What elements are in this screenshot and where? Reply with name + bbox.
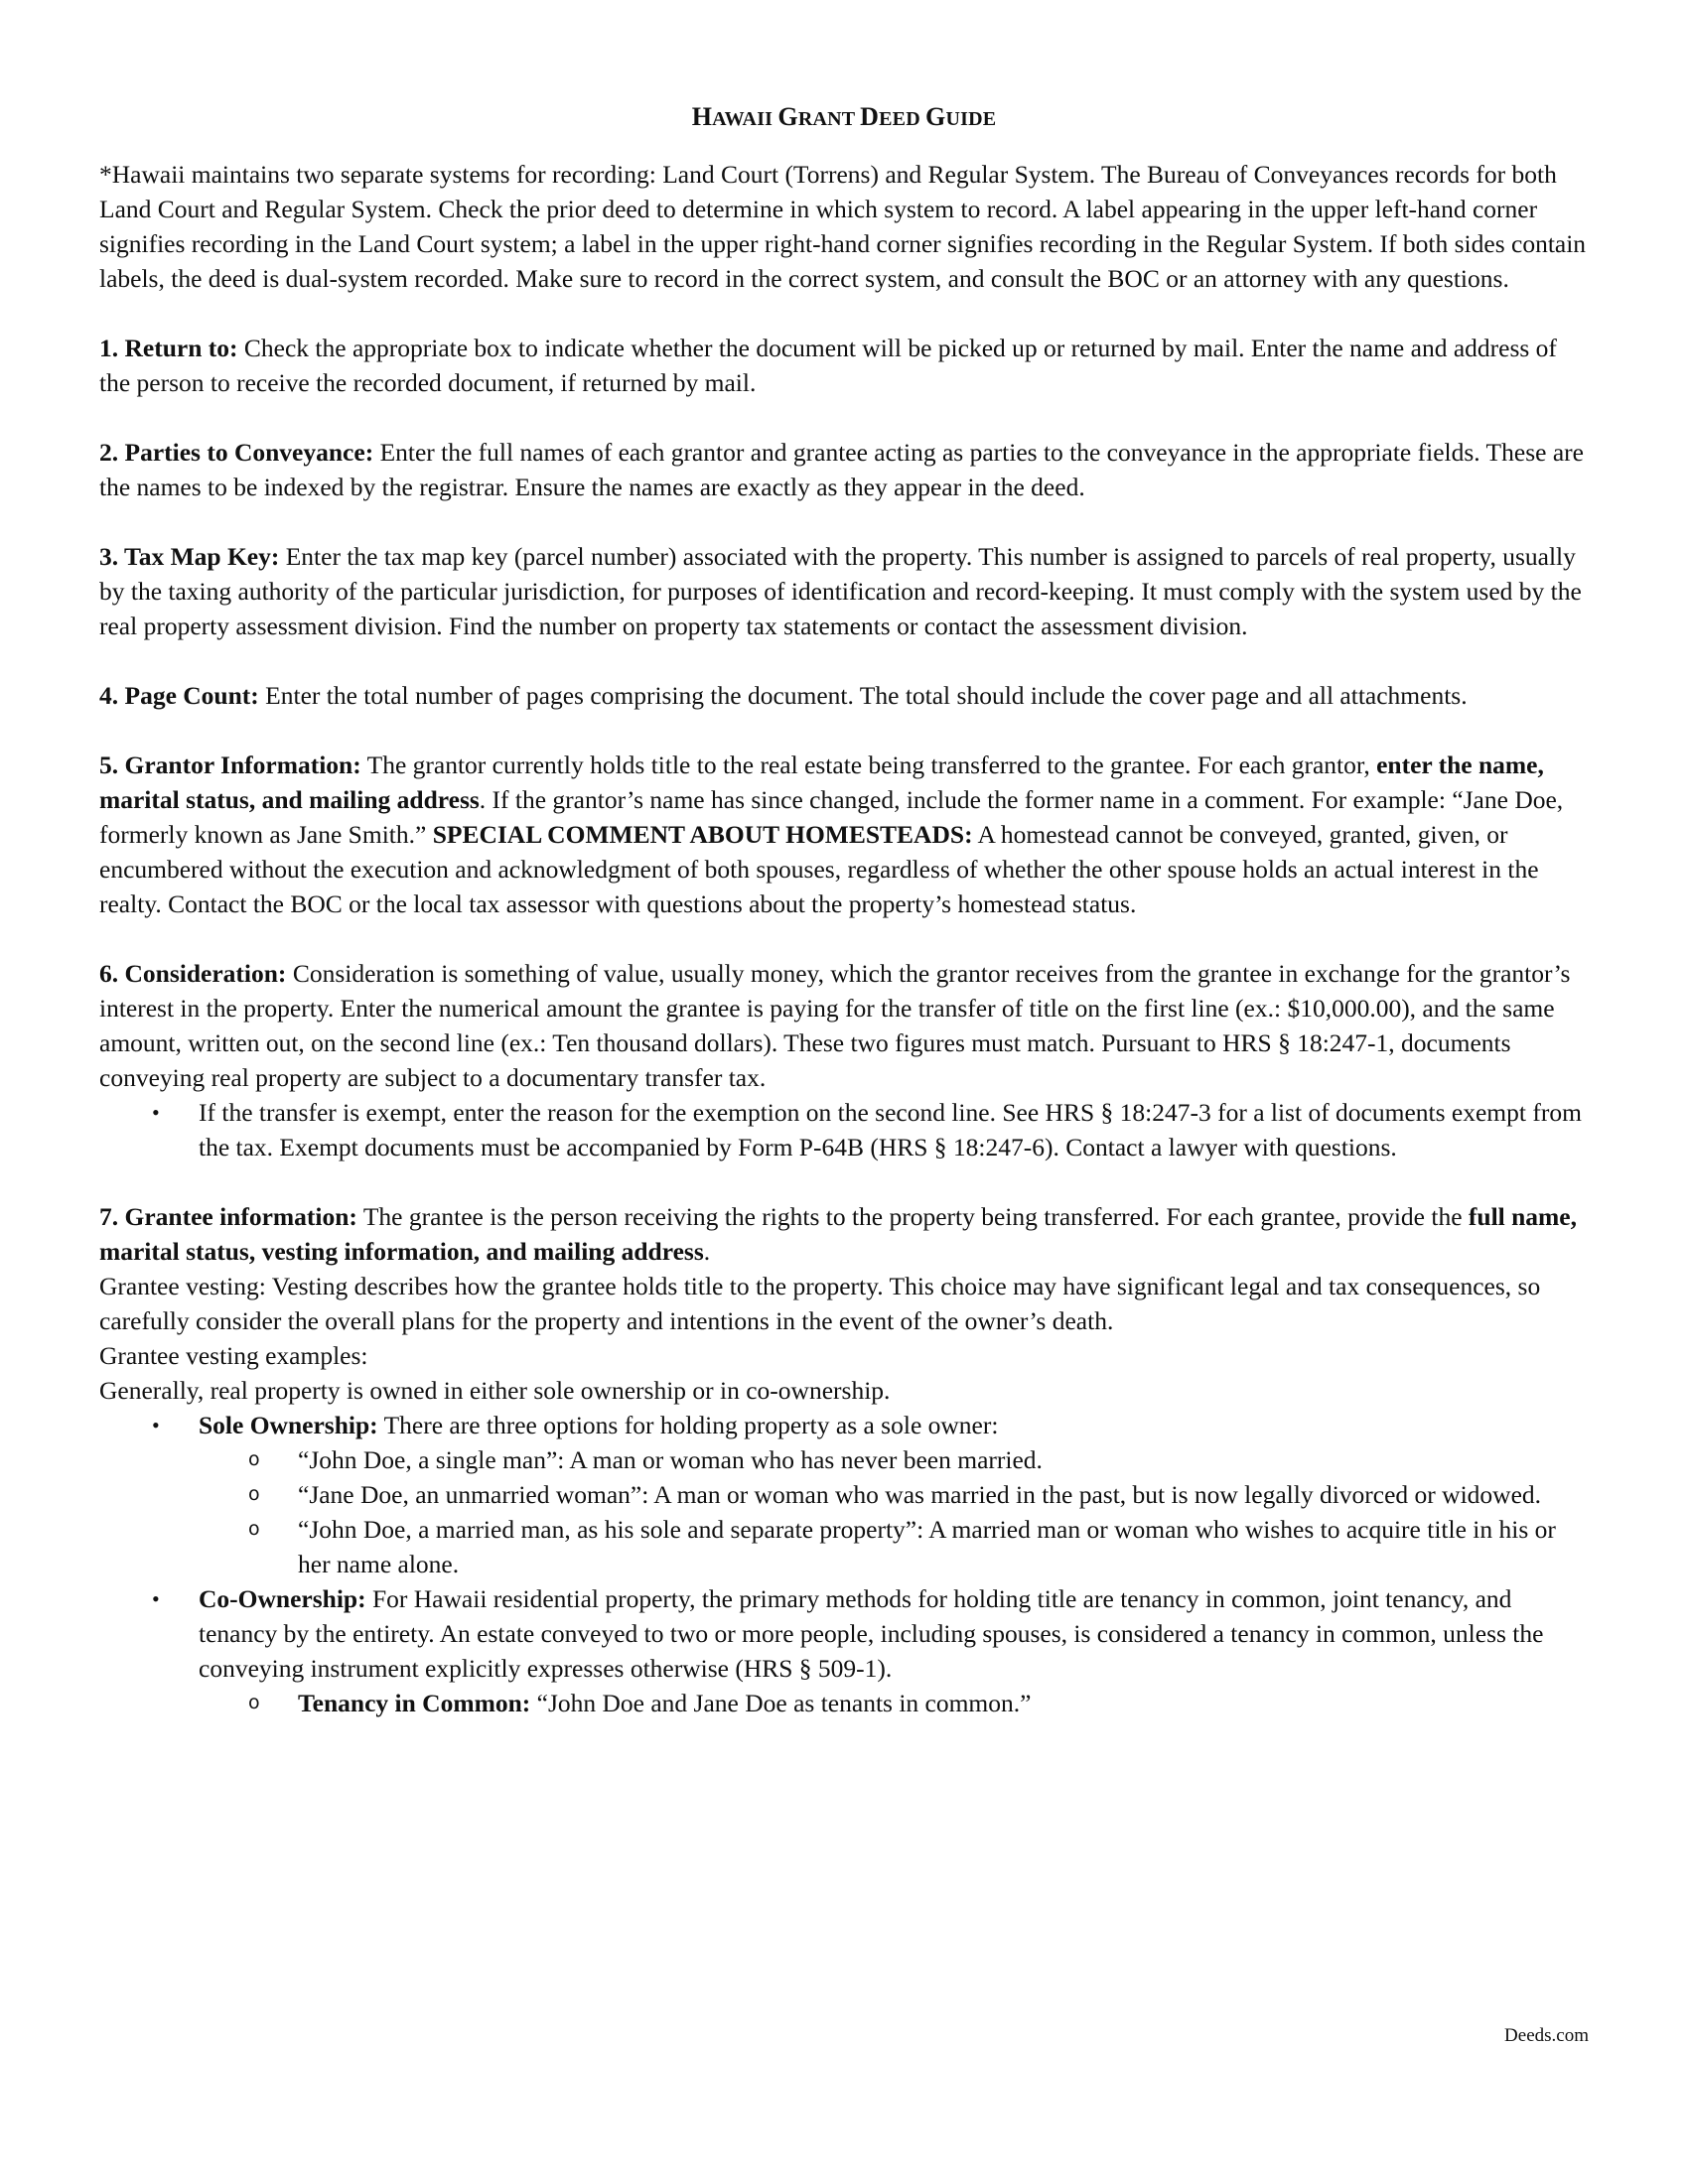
section-consideration: 6. Consideration: Consideration is something of value, usually money, which the grantor receives from the grantee in exchange for the grantor’s interest in the property. Enter the numerical amount the grantee is paying for the transfer of title on the first line (ex.: $10,000.00), and the same amount, written out, on the second line (ex.: Ten thousand dollars). These two figures must match. Pursuant to HRS § 18:247-1, documents conveying real property are subject to a documentary transfer tax. <box>99 959 1571 1092</box>
grantee-vesting-examples-label: Grantee vesting examples: <box>99 1341 368 1370</box>
list-item: o Tenancy in Common: “John Doe and Jane Doe as tenants in common.” <box>99 1686 1589 1720</box>
section-heading: 6. Consideration: <box>99 959 287 988</box>
circle-bullet-icon: o <box>248 1483 260 1505</box>
list-item-sole-ownership: • Sole Ownership: There are three options for holding property as a sole owner: o “John Doe, a single man”: A man or woman who has never been married. o “Jane Doe, an unmarried woman”: A man or woman who was married in the past, but is now legally divorced or widowed. o “John Doe, a married man, as his sole and separate property”: A married man or woman who wishes to acquire title in his or her name alone. <box>99 1408 1589 1581</box>
circle-bullet-icon: o <box>248 1692 260 1713</box>
sole-ownership-options <box>99 1442 1589 1581</box>
section-heading: 7. Grantee information: <box>99 1202 357 1231</box>
ownership-list <box>99 1408 1589 1720</box>
section-tax-map-key: 3. Tax Map Key: Enter the tax map key (parcel number) associated with the property. This number is assigned to parcels of real property, usually by the taxing authority of the particular jurisdiction, for purposes of identification and record-keeping. It must comply with the system used by the real property assessment division. Find the number on property tax statements or contact the assessment division. <box>99 542 1582 640</box>
circle-bullet-icon: o <box>248 1518 260 1540</box>
list-item: • If the transfer is exempt, enter the reason for the exemption on the second line. See HRS § 18:247-3 for a list of documents exempt from the tax. Exempt documents must be accompanied by Form P-64B (HRS § 18:247-6). Contact a lawyer with questions. <box>99 1095 1589 1164</box>
section-heading: 5. Grantor Information: <box>99 751 361 779</box>
list-item: o “John Doe, a married man, as his sole and separate property”: A married man or woman who wishes to acquire title in his or her name alone. <box>99 1512 1589 1581</box>
section-heading: 4. Page Count: <box>99 681 259 710</box>
section-grantee-information: 7. Grantee information: The grantee is the person receiving the rights to the property being transferred. For each grantee, provide the full name, marital status, vesting information, and mailing address. <box>99 1202 1577 1266</box>
document-page <box>99 99 1589 1755</box>
section-parties: 2. Parties to Conveyance: Enter the full names of each grantor and grantee acting as parties to the conveyance in the appropriate fields. These are the names to be indexed by the registrar. Ensure the names are exactly as they appear in the deed. <box>99 438 1584 501</box>
ownership-intro: Generally, real property is owned in either sole ownership or in co-ownership. <box>99 1376 891 1405</box>
section-heading: 1. Return to: <box>99 334 238 362</box>
list-item: o “John Doe, a single man”: A man or woman who has never been married. <box>99 1442 1589 1477</box>
section-heading: 3. Tax Map Key: <box>99 542 280 571</box>
co-ownership-options <box>99 1686 1589 1720</box>
section-grantor-information: 5. Grantor Information: The grantor currently holds title to the real estate being transferred to the grantee. For each grantor, enter the name, marital status, and mailing address. If the grantor’s name has since changed, include the former name in a comment. For example: “Jane Doe, formerly known as Jane Smith.” SPECIAL COMMENT ABOUT HOMESTEADS: A homestead cannot be conveyed, granted, given, or encumbered without the execution and acknowledgment of both spouses, regardless of whether the other spouse holds an actual interest in the realty. Contact the BOC or the local tax assessor with questions about the property’s homestead status. <box>99 751 1564 918</box>
section-return-to: 1. Return to: Check the appropriate box to indicate whether the document will be picked up or returned by mail. Enter the name and address of the person to receive the recorded document, if returned by mail. <box>99 334 1557 397</box>
intro-paragraph: *Hawaii maintains two separate systems for recording: Land Court (Torrens) and Regular System. The Bureau of Conveyances records for both Land Court and Regular System. Check the prior deed to determine in which system to record. A label appearing in the upper left-hand corner signifies recording in the Land Court system; a label in the upper right-hand corner signifies recording in the Regular System. If both sides contain labels, the deed is dual-system recorded. Make sure to record in the correct system, and consult the BOC or an attorney with any questions. <box>99 160 1587 293</box>
section-heading: 2. Parties to Conveyance: <box>99 438 374 467</box>
bullet-icon: • <box>152 1586 160 1611</box>
circle-bullet-icon: o <box>248 1448 260 1470</box>
section-page-count: 4. Page Count: Enter the total number of pages comprising the document. The total should include the cover page and all attachments. <box>99 681 1468 710</box>
grantee-vesting-text: Grantee vesting: Vesting describes how the grantee holds title to the property. This choice may have significant legal and tax consequences, so carefully consider the overall plans for the property and intentions in the event of the owner’s death. <box>99 1272 1541 1335</box>
consideration-bullets <box>99 1095 1589 1164</box>
bullet-icon: • <box>152 1413 160 1437</box>
list-item: o “Jane Doe, an unmarried woman”: A man or woman who was married in the past, but is now legally divorced or widowed. <box>99 1477 1589 1512</box>
footer-brand: Deeds.com <box>1504 2025 1589 2046</box>
page-title: HAWAII GRANT DEED GUIDE <box>691 102 997 131</box>
list-item-co-ownership: • Co-Ownership: For Hawaii residential property, the primary methods for holding title are tenancy in common, joint tenancy, and tenancy by the entirety. An estate conveyed to two or more people, including spouses, is considered a tenancy in common, unless the conveying instrument explicitly expresses otherwise (HRS § 509-1). o Tenancy in Common: “John Doe and Jane Doe as tenants in common.” <box>99 1581 1589 1720</box>
bullet-icon: • <box>152 1100 160 1125</box>
